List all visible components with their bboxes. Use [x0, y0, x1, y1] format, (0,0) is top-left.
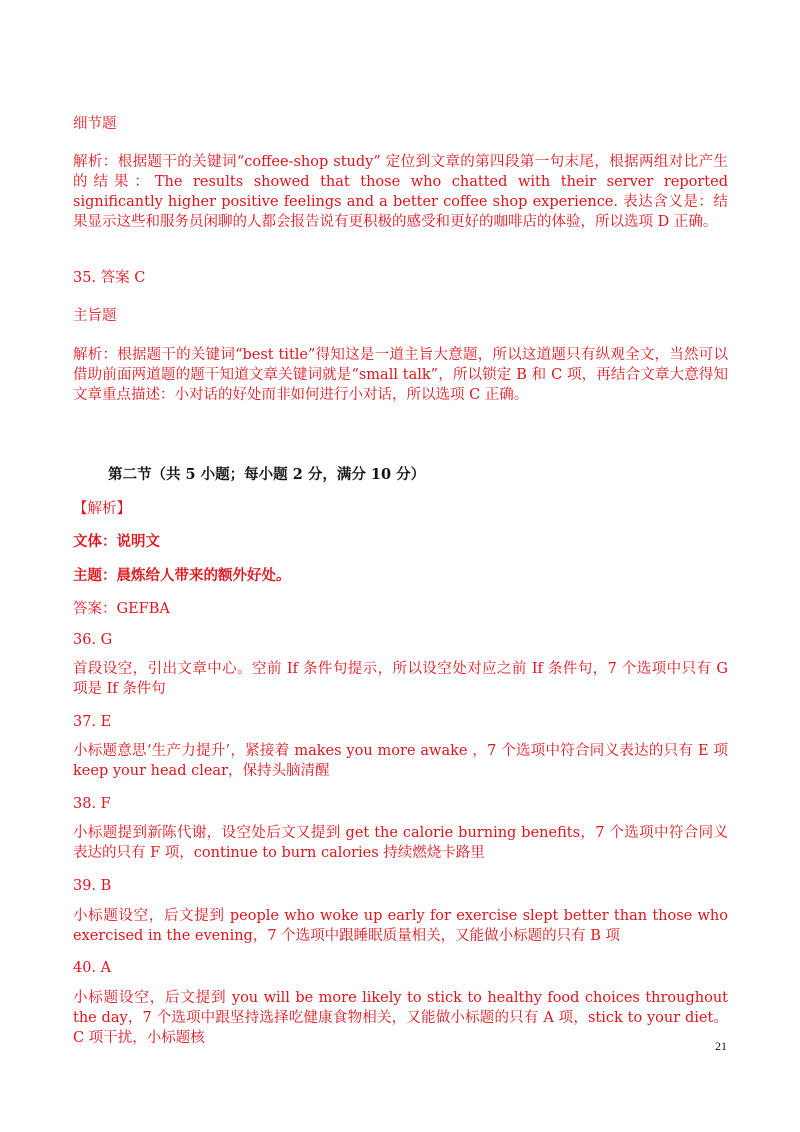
section2-title: 第二节（共 5 小题；每小题 2 分，满分 10 分）: [108, 466, 426, 483]
item-40-number: 40. A: [73, 960, 112, 976]
answer-35: 35. 答案 C: [73, 270, 146, 286]
item-40-text: 小标题设空，后文提到 you will be more likely to stick to healthy food choices throughout the day，7 个选项中跟坚持选择吃健康食物相关，又能做小标题的只有 A 项，stick to your diet。C 项干扰，小标题核: [73, 990, 728, 1046]
item-39-number: 39. B: [73, 878, 112, 894]
heading-main-idea: 主旨题: [73, 308, 117, 324]
topic-line: 主题：晨炼给人带来的额外好处。: [73, 567, 291, 584]
detail-analysis: 解析：根据题干的关键词“coffee-shop study” 定位到文章的第四段第一句末尾，根据两组对比产生的结果：The results showed that those who chatted with their server reported significantly higher positive feelings and a better coffee shop experience. 表达含义是：结果显示这些和服务员闲聊的人都会报告说有更积极的感受和更好的咖啡店的体验，所以选项 D 正确。: [73, 154, 728, 230]
section2-label: 【解析】: [73, 501, 131, 517]
item-37-text: 小标题意思‘生产力提升’，紧接着 makes you more awake ，7 个选项中符合同义表达的只有 E 项 keep your head clear，保持头脑清醒: [73, 743, 728, 779]
item-38-number: 38. F: [73, 796, 111, 812]
item-38-text: 小标题提到新陈代谢，设空处后文又提到 get the calorie burning benefits，7 个选项中符合同义表达的只有 F 项，continue to burn calories 持续燃烧卡路里: [73, 825, 728, 861]
item-39-text: 小标题设空，后文提到 people who woke up early for exercise slept better than those who exercised in the evening，7 个选项中跟睡眠质量相关，又能做小标题的只有 B 项: [73, 908, 728, 944]
genre-line: 文体：说明文: [73, 533, 160, 550]
heading-detail-question: 细节题: [73, 116, 117, 132]
item-36-number: 36. G: [73, 632, 113, 648]
page-number: 21: [715, 1039, 727, 1053]
item-36-text: 首段设空，引出文章中心。空前 If 条件句提示，所以设空处对应之前 If 条件句，7 个选项中只有 G 项是 If 条件句: [73, 661, 728, 697]
item-37-number: 37. E: [73, 714, 112, 730]
answer-line: 答案：GEFBA: [73, 601, 170, 617]
main-idea-analysis: 解析：根据题干的关键词“best title”得知这是一道主旨大意题，所以这道题只有纵观全文，当然可以借助前面两道题的题干知道文章关键词就是“small talk”，所以锁定 B 和 C 项，再结合文章大意得知文章重点描述：小对话的好处而非如何进行小对话，所以选项 C 正确。: [73, 347, 728, 403]
